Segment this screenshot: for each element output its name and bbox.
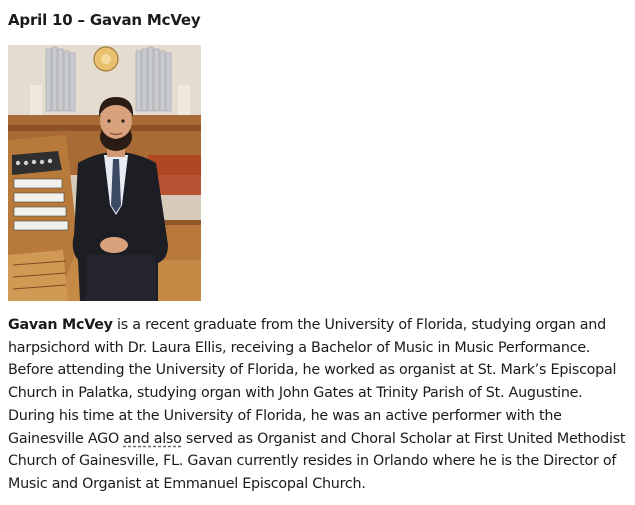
bio-underlined-phrase: and also — [123, 430, 182, 447]
bio-paragraph — [8, 314, 628, 496]
bio-text-part2: served as Organist and Choral Scholar at First United Methodist Church of Gainesville, FL. Gavan currently resides in Orlando where he is the Director of Music and Organist at Emmanuel Episcopal Church. — [8, 430, 626, 492]
portrait-photo — [8, 45, 201, 301]
bio-name: Gavan McVey — [8, 317, 113, 333]
bio-text-part1: is a recent graduate from the University of Florida, studying organ and harpsichord with Dr. Laura Ellis, receiving a Bachelor of Music in Music Performance. Before attending the University of Florida, he worked as organist at St. Mark’s Episcopal Church in Palatka, studying organ with John Gates at Trinity Parish of St. Augustine. During his time at the University of Florida, he was an active performer with the Gainesville AGO — [8, 317, 617, 447]
article-heading: April 10 – Gavan McVey — [8, 11, 201, 29]
